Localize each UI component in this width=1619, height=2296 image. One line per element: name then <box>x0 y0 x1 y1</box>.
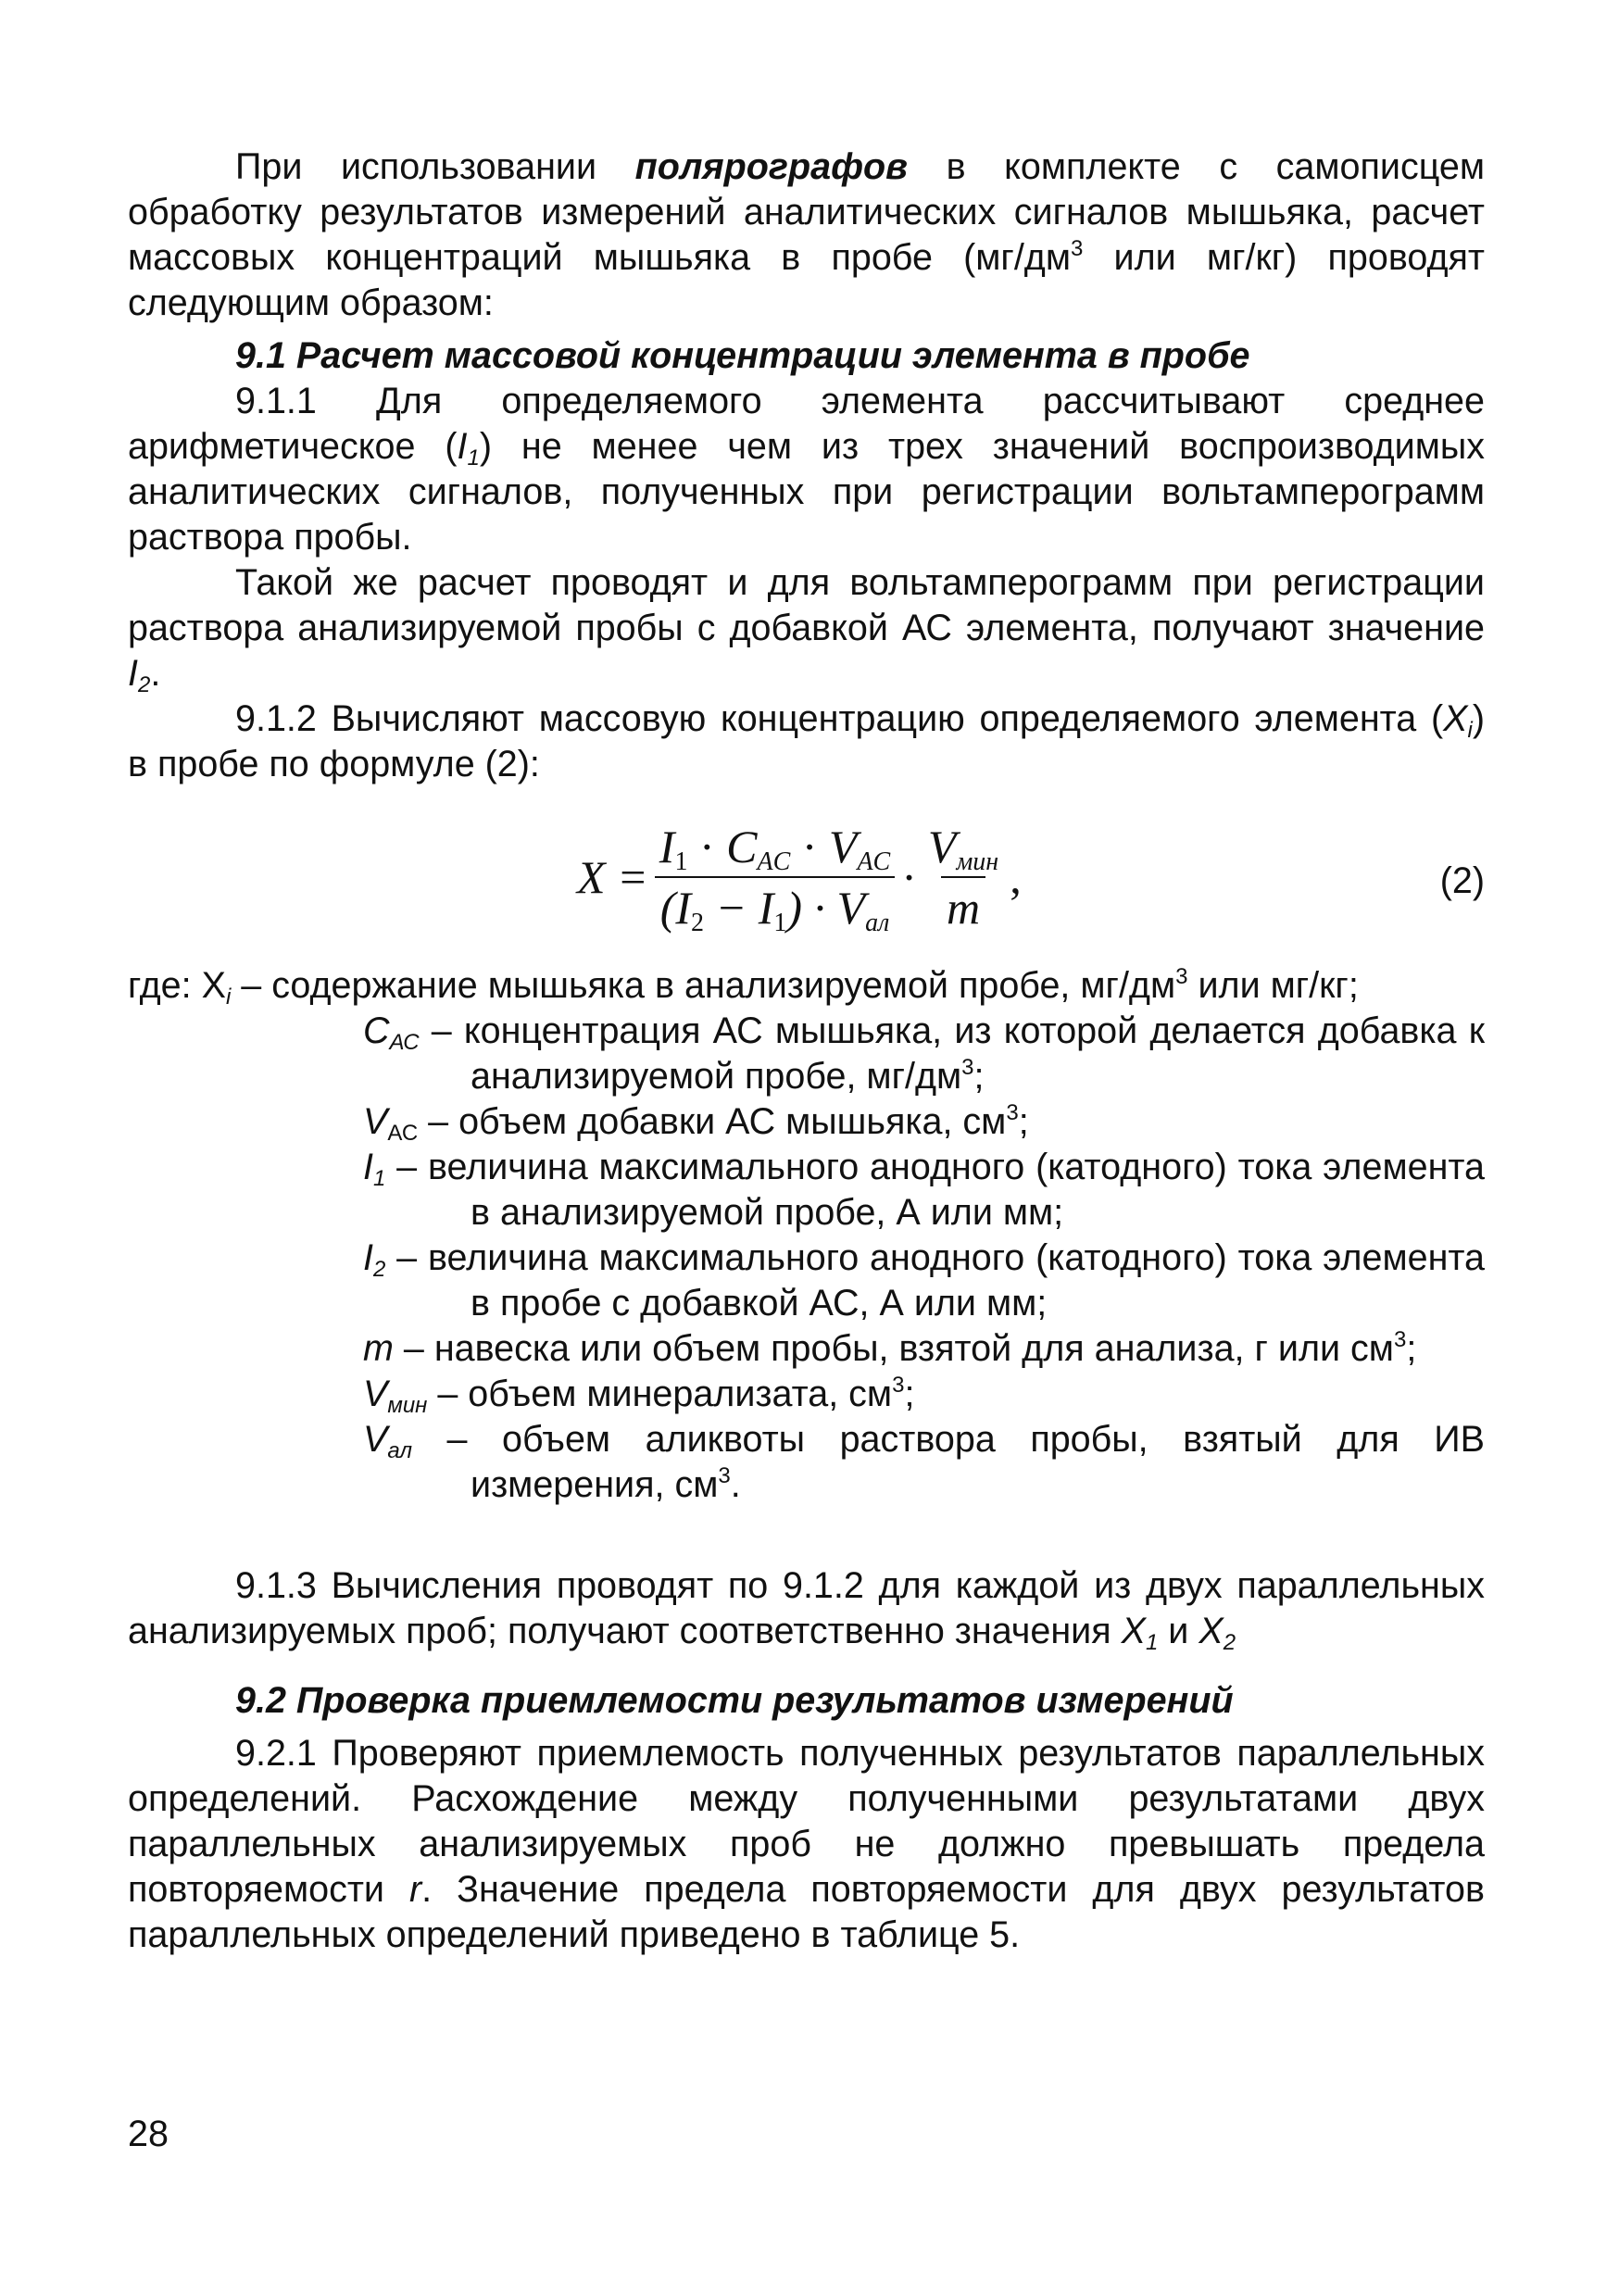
den-a: (I <box>659 882 692 934</box>
def-m-text: – навеска или объем пробы, взятой для анализа, г или см <box>393 1328 1394 1369</box>
paragraph-9-1-1 <box>128 379 1485 560</box>
p913-x1: X <box>1121 1611 1146 1651</box>
p913-x2-sub: 2 <box>1223 1630 1236 1655</box>
p921-text-2: . Значение предела повторяемости для двух результатов параллельных определений приведено в таблице 5. <box>128 1869 1485 1955</box>
def-i2-text: – величина максимального анодного (катодного) тока элемента в пробе с добавкой АС, А или мм; <box>385 1237 1485 1324</box>
def-cac-sup: 3 <box>961 1055 974 1080</box>
def-vac-sup: 3 <box>1006 1100 1019 1125</box>
p-same-var: I <box>128 653 138 694</box>
intro-text-3: или мг/кг) проводят следующим образом: <box>128 237 1485 323</box>
def-vac-end: ; <box>1018 1101 1029 1142</box>
def-val-var: V <box>363 1419 388 1460</box>
def-vmin-sup: 3 <box>892 1373 905 1398</box>
fraction-1-denominator <box>655 876 896 937</box>
p911-text: 9.1.1 Для определяемого элемента рассчитывают среднее арифметическое ( <box>128 381 1485 467</box>
den-b-sub: 1 <box>773 909 787 937</box>
p912-text-2: ) в пробе по формуле (2): <box>128 698 1485 784</box>
paragraph-9-1-2 <box>128 696 1485 787</box>
def-vmin-end: ; <box>904 1374 915 1414</box>
paragraph-9-2-1 <box>128 1731 1485 1958</box>
p-same-text: Такой же расчет проводят и для вольтамперограмм при регистрации раствора анализируемой пробы с добавкой АС элемента, получают значение <box>128 562 1485 648</box>
num-c: C <box>726 821 758 872</box>
def-cac <box>128 1009 1485 1099</box>
def-where-sub: i <box>225 985 232 1010</box>
def-cac-end: ; <box>973 1056 985 1097</box>
formula-2 <box>128 787 1485 963</box>
def-val-sub: ал <box>387 1438 412 1463</box>
formula-lhs: X = <box>577 850 648 903</box>
num2-v: V <box>927 821 957 872</box>
page-content <box>128 144 1485 1958</box>
fraction-2-numerator <box>922 821 1004 876</box>
def-val <box>128 1417 1485 1508</box>
p921-text: 9.2.1 Проверяют приемлемость полученных результатов параллельных определений. Расхождение между полученными результатами двух параллельных анализируемых проб не должно превышать предела повторяемости <box>128 1733 1485 1910</box>
def-xi <box>128 963 1485 1009</box>
den-b: − I <box>704 882 774 934</box>
formula-mid-dot: · <box>901 850 917 903</box>
def-cac-text: – концентрация АС мышьяка, из которой делается добавка к анализируемой пробе, мг/дм <box>419 1010 1485 1097</box>
def-i1-var: I <box>363 1147 373 1187</box>
section-9-1-heading: 9.1 Расчет массовой концентрации элемента в пробе <box>235 335 1250 376</box>
formula-comma: , <box>1010 850 1022 903</box>
p911-var: I <box>457 426 468 467</box>
num-i: I <box>659 821 675 872</box>
intro-paragraph <box>128 144 1485 326</box>
def-val-text: – объем аликвоты раствора пробы, взятый для ИВ измерения, см <box>411 1419 1485 1505</box>
def-vac-sub: АС <box>387 1121 419 1146</box>
p913-x2: X <box>1199 1611 1224 1651</box>
def-vac <box>128 1099 1485 1145</box>
def-where-text: – содержание мышьяка в анализируемой пробе, мг/дм <box>231 965 1176 1006</box>
p912-var: X <box>1443 698 1468 739</box>
p913-text: 9.1.3 Вычисления проводят по 9.1.2 для каждой из двух параллельных анализируемых проб; получают соответственно значения <box>128 1565 1485 1651</box>
section-9-2-heading: 9.2 Проверка приемлемости результатов измерений <box>235 1680 1234 1721</box>
def-where: где: X <box>128 965 226 1006</box>
p921-r: r <box>408 1869 422 1910</box>
den2-m: m <box>946 882 981 934</box>
den-c-sub: ал <box>865 909 890 937</box>
intro-bold-term: полярографов <box>634 146 909 187</box>
def-where-sup: 3 <box>1175 964 1188 989</box>
definitions-list <box>128 963 1485 1508</box>
p-same-end: . <box>150 653 161 694</box>
def-i2-var: I <box>363 1237 373 1278</box>
num-dot-1: · <box>687 821 727 872</box>
paragraph-9-1-3 <box>128 1563 1485 1654</box>
intro-text-2: в комплекте с самописцем обработку результатов измерений аналитических сигналов мышьяка, расчет массовых концентраций мышьяка в пробе (мг/дм <box>128 146 1485 278</box>
def-m-var: m <box>363 1328 394 1369</box>
intro-text: При использовании <box>235 146 635 187</box>
def-i1-text: – величина максимального анодного (катодного) тока элемента в анализируемой пробе, А или мм; <box>385 1147 1485 1233</box>
p911-text-2: ) не менее чем из трех значений воспроизводимых аналитических сигналов, полученных при регистрации вольтамперограмм раствора пробы. <box>128 426 1485 558</box>
equation-number: (2) <box>1439 860 1485 901</box>
def-where-text-2: или мг/кг; <box>1187 965 1359 1006</box>
num2-sub: мин <box>956 847 999 876</box>
def-m <box>128 1326 1485 1372</box>
def-cac-var: C <box>363 1010 390 1051</box>
def-cac-sub: АС <box>389 1030 420 1055</box>
fraction-1-numerator <box>654 821 896 876</box>
num-dot-2: · <box>790 821 829 872</box>
def-val-sup: 3 <box>718 1463 731 1488</box>
den-c: ) · V <box>786 882 866 934</box>
p913-and: и <box>1158 1611 1199 1651</box>
def-m-sup: 3 <box>1393 1327 1407 1352</box>
fraction-2-denominator <box>941 876 985 934</box>
def-vac-var: V <box>363 1101 388 1142</box>
den-a-sub: 2 <box>691 909 705 937</box>
intro-sup: 3 <box>1071 236 1084 261</box>
def-i2-sub: 2 <box>372 1257 386 1282</box>
num-v: V <box>828 821 858 872</box>
p912-text: 9.1.2 Вычисляют массовую концентрацию определяемого элемента ( <box>235 698 1444 739</box>
formula-fraction-1 <box>654 821 896 937</box>
def-vmin <box>128 1372 1485 1417</box>
num-v-sub: AC <box>857 847 891 876</box>
formula-expression <box>577 821 1022 937</box>
def-vmin-text: – объем минерализата, см <box>427 1374 893 1414</box>
num-c-sub: AC <box>757 847 791 876</box>
def-vac-text: – объем добавки АС мышьяка, см <box>418 1101 1007 1142</box>
num-i-sub: 1 <box>674 847 688 876</box>
def-vmin-sub: мин <box>387 1393 428 1418</box>
def-i1-sub: 1 <box>372 1166 386 1191</box>
page-number: 28 <box>128 2114 169 2154</box>
def-m-end: ; <box>1406 1328 1417 1369</box>
def-vmin-var: V <box>363 1374 388 1414</box>
def-val-end: . <box>730 1464 741 1505</box>
def-i1 <box>128 1145 1485 1236</box>
p912-sub: i <box>1467 718 1473 743</box>
def-i2 <box>128 1236 1485 1326</box>
p-same-sub: 2 <box>137 672 151 697</box>
p911-sub: 1 <box>467 445 480 470</box>
p913-x1-sub: 1 <box>1145 1630 1159 1655</box>
formula-fraction-2 <box>922 821 1004 934</box>
paragraph-same-calc <box>128 560 1485 696</box>
